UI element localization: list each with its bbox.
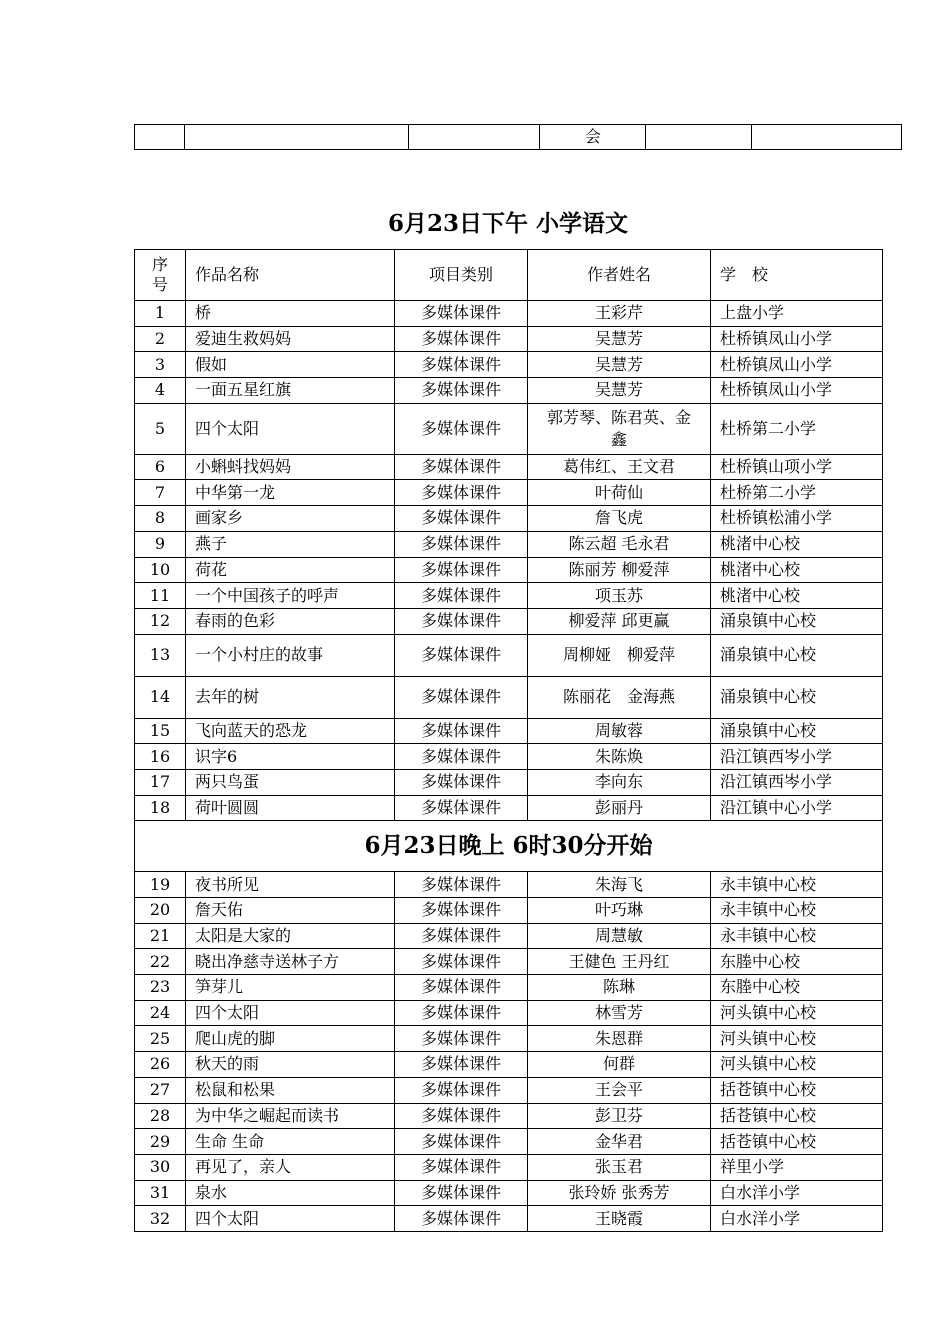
table-row [135,301,883,327]
table-row [135,1026,883,1052]
row-no: 26 [135,1052,186,1078]
row-title: 秋天的雨 [186,1052,395,1078]
row-category: 多媒体课件 [395,1206,528,1232]
header-row [135,250,883,301]
top-cell [184,125,408,150]
header-author: 作者姓名 [528,250,711,301]
top-row [135,125,902,150]
row-title: 詹天佑 [186,898,395,924]
row-school: 河头镇中心校 [711,1000,883,1026]
row-no: 27 [135,1077,186,1103]
top-cell [646,125,752,150]
table-row [135,898,883,924]
row-title: 识字6 [186,744,395,770]
row-category: 多媒体课件 [395,676,528,718]
row-title: 夜书所见 [186,872,395,898]
row-author: 王健色 王丹红 [528,949,711,975]
row-title: 再见了，亲人 [186,1154,395,1180]
top-cell [135,125,185,150]
row-author: 叶巧琳 [528,898,711,924]
header-category: 项目类别 [395,250,528,301]
row-category: 多媒体课件 [395,795,528,821]
row-no: 3 [135,352,186,378]
section-title: 6月23日下午 小学语文 [387,210,629,237]
row-title: 四个太阳 [186,1000,395,1026]
row-category: 多媒体课件 [395,1154,528,1180]
row-school: 沿江镇西岑小学 [711,769,883,795]
row-title: 桥 [186,301,395,327]
row-no: 22 [135,949,186,975]
row-school: 沿江镇西岑小学 [711,744,883,770]
row-title: 春雨的色彩 [186,608,395,634]
row-school: 上盘小学 [711,301,883,327]
row-school: 杜桥第二小学 [711,403,883,454]
row-category: 多媒体课件 [395,1103,528,1129]
row-title: 泉水 [186,1180,395,1206]
row-category: 多媒体课件 [395,718,528,744]
row-no: 30 [135,1154,186,1180]
table-row [135,1180,883,1206]
row-category: 多媒体课件 [395,378,528,404]
table-row [135,480,883,506]
row-author: 何群 [528,1052,711,1078]
table-row [135,506,883,532]
row-school: 东塍中心校 [711,975,883,1001]
row-no: 1 [135,301,186,327]
row-author: 吴慧芳 [528,326,711,352]
row-category: 多媒体课件 [395,1052,528,1078]
row-no: 25 [135,1026,186,1052]
row-author: 陈琳 [528,975,711,1001]
table-row [135,923,883,949]
row-school: 杜桥第二小学 [711,480,883,506]
table-row [135,769,883,795]
row-author: 林雪芳 [528,1000,711,1026]
row-title: 生命 生命 [186,1129,395,1155]
row-school: 涌泉镇中心校 [711,608,883,634]
row-author: 彭卫芬 [528,1103,711,1129]
row-author: 陈云超 毛永君 [528,531,711,557]
row-author: 吴慧芳 [528,352,711,378]
row-school: 永丰镇中心校 [711,923,883,949]
row-title: 小蝌蚪找妈妈 [186,454,395,480]
row-school: 杜桥镇凤山小学 [711,326,883,352]
row-category: 多媒体课件 [395,480,528,506]
table-row [135,1154,883,1180]
row-no: 9 [135,531,186,557]
row-no: 14 [135,676,186,718]
row-no: 13 [135,634,186,676]
row-no: 5 [135,403,186,454]
row-author: 叶荷仙 [528,480,711,506]
row-school: 括苍镇中心校 [711,1129,883,1155]
row-school: 杜桥镇凤山小学 [711,378,883,404]
top-cell [408,125,540,150]
row-category: 多媒体课件 [395,301,528,327]
table-row [135,872,883,898]
table-row [135,676,883,718]
row-no: 2 [135,326,186,352]
row-no: 24 [135,1000,186,1026]
row-category: 多媒体课件 [395,1129,528,1155]
row-school: 涌泉镇中心校 [711,718,883,744]
table-row [135,1000,883,1026]
row-category: 多媒体课件 [395,949,528,975]
row-author: 王晓霞 [528,1206,711,1232]
table-row [135,378,883,404]
table-row [135,608,883,634]
row-title: 太阳是大家的 [186,923,395,949]
row-school: 桃渚中心校 [711,531,883,557]
row-title: 为中华之崛起而读书 [186,1103,395,1129]
table-row [135,1103,883,1129]
header-no-text: 序 号 [151,255,168,294]
row-no: 31 [135,1180,186,1206]
row-school: 括苍镇中心校 [711,1103,883,1129]
row-author: 陈丽芳 柳爱萍 [528,557,711,583]
row-title: 一个中国孩子的呼声 [186,583,395,609]
row-author: 葛伟红、王文君 [528,454,711,480]
row-title: 爱迪生救妈妈 [186,326,395,352]
row-school: 杜桥镇山项小学 [711,454,883,480]
row-author: 项玉苏 [528,583,711,609]
row-title: 中华第一龙 [186,480,395,506]
row-category: 多媒体课件 [395,531,528,557]
row-no: 6 [135,454,186,480]
row-category: 多媒体课件 [395,608,528,634]
row-author: 周柳娅 柳爱萍 [528,634,711,676]
row-school: 河头镇中心校 [711,1026,883,1052]
row-school: 涌泉镇中心校 [711,634,883,676]
row-author: 朱陈焕 [528,744,711,770]
row-category: 多媒体课件 [395,1180,528,1206]
row-no: 18 [135,795,186,821]
row-school: 杜桥镇松浦小学 [711,506,883,532]
header-no [135,250,186,301]
row-author: 柳爱萍 邱更赢 [528,608,711,634]
row-school: 河头镇中心校 [711,1052,883,1078]
row-author: 张玲娇 张秀芳 [528,1180,711,1206]
row-title: 荷花 [186,557,395,583]
table-row [135,1052,883,1078]
row-category: 多媒体课件 [395,769,528,795]
row-title: 笋芽儿 [186,975,395,1001]
table-row [135,583,883,609]
row-category: 多媒体课件 [395,923,528,949]
table-row [135,975,883,1001]
top-cell: 会 [540,125,646,150]
row-category: 多媒体课件 [395,352,528,378]
table-row [135,1077,883,1103]
row-title: 画家乡 [186,506,395,532]
row-category: 多媒体课件 [395,872,528,898]
row-title: 爬山虎的脚 [186,1026,395,1052]
row-no: 7 [135,480,186,506]
row-no: 32 [135,1206,186,1232]
row-author: 周敏蓉 [528,718,711,744]
row-title: 一个小村庄的故事 [186,634,395,676]
header-school: 学 校 [711,250,883,301]
row-school: 白水洋小学 [711,1206,883,1232]
row-no: 20 [135,898,186,924]
row-category: 多媒体课件 [395,1077,528,1103]
schedule-table [134,249,883,1232]
row-school: 桃渚中心校 [711,583,883,609]
row-title: 四个太阳 [186,1206,395,1232]
row-title: 飞向蓝天的恐龙 [186,718,395,744]
row-author: 周慧敏 [528,923,711,949]
row-no: 8 [135,506,186,532]
row-school: 白水洋小学 [711,1180,883,1206]
row-category: 多媒体课件 [395,326,528,352]
table-row [135,352,883,378]
row-author: 朱恩群 [528,1026,711,1052]
table-row [135,531,883,557]
row-author: 李向东 [528,769,711,795]
table-row [135,718,883,744]
row-no: 23 [135,975,186,1001]
row-category: 多媒体课件 [395,583,528,609]
table-row [135,454,883,480]
table-row [135,795,883,821]
row-category: 多媒体课件 [395,975,528,1001]
row-title: 去年的树 [186,676,395,718]
row-category: 多媒体课件 [395,634,528,676]
row-author: 郭芳琴、陈君英、金鑫 [528,403,711,454]
table-row [135,634,883,676]
row-no: 4 [135,378,186,404]
row-author: 王彩芹 [528,301,711,327]
top-cell [752,125,902,150]
table-row [135,744,883,770]
row-category: 多媒体课件 [395,557,528,583]
header-title: 作品名称 [186,250,395,301]
row-school: 祥里小学 [711,1154,883,1180]
row-no: 11 [135,583,186,609]
row-author: 詹飞虎 [528,506,711,532]
row-category: 多媒体课件 [395,1026,528,1052]
table-row [135,1129,883,1155]
row-category: 多媒体课件 [395,506,528,532]
subheading-row [135,821,883,872]
subheading: 6月23日晚上 6时30分开始 [135,821,883,872]
row-category: 多媒体课件 [395,454,528,480]
row-title: 松鼠和松果 [186,1077,395,1103]
row-category: 多媒体课件 [395,1000,528,1026]
row-school: 东塍中心校 [711,949,883,975]
row-no: 29 [135,1129,186,1155]
row-no: 21 [135,923,186,949]
table-row [135,949,883,975]
row-school: 永丰镇中心校 [711,872,883,898]
row-author: 陈丽花 金海燕 [528,676,711,718]
row-school: 涌泉镇中心校 [711,676,883,718]
row-school: 桃渚中心校 [711,557,883,583]
table-row [135,557,883,583]
row-author: 吴慧芳 [528,378,711,404]
top-table-fragment [134,124,902,150]
table-row [135,403,883,454]
row-title: 假如 [186,352,395,378]
row-no: 15 [135,718,186,744]
row-no: 16 [135,744,186,770]
row-title: 一面五星红旗 [186,378,395,404]
row-category: 多媒体课件 [395,403,528,454]
row-title: 荷叶圆圆 [186,795,395,821]
row-author: 金华君 [528,1129,711,1155]
row-school: 永丰镇中心校 [711,898,883,924]
row-author: 朱海飞 [528,872,711,898]
row-no: 10 [135,557,186,583]
row-author: 张玉君 [528,1154,711,1180]
row-school: 括苍镇中心校 [711,1077,883,1103]
table-row [135,326,883,352]
row-category: 多媒体课件 [395,744,528,770]
row-title: 燕子 [186,531,395,557]
row-school: 杜桥镇凤山小学 [711,352,883,378]
row-category: 多媒体课件 [395,898,528,924]
table-row [135,1206,883,1232]
row-title: 两只鸟蛋 [186,769,395,795]
row-no: 28 [135,1103,186,1129]
row-author: 彭丽丹 [528,795,711,821]
row-school: 沿江镇中心小学 [711,795,883,821]
row-author: 王会平 [528,1077,711,1103]
row-no: 12 [135,608,186,634]
row-no: 19 [135,872,186,898]
row-title: 四个太阳 [186,403,395,454]
row-title: 晓出净慈寺送林子方 [186,949,395,975]
row-no: 17 [135,769,186,795]
